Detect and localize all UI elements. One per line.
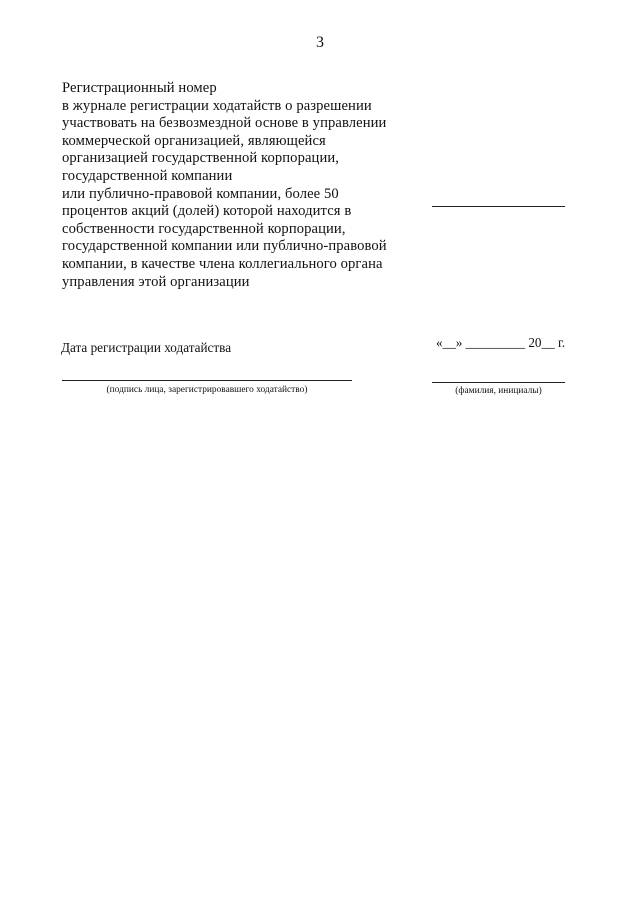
registration-text-line: компании, в качестве члена коллегиального органа (62, 255, 383, 272)
registration-text-line: организацией государственной корпорации, (62, 150, 340, 167)
page-number: 3 (316, 34, 324, 51)
registration-text-line: участвовать на безвозмездной основе в управлении (62, 115, 387, 132)
registration-text-line: управления этой организации (62, 273, 250, 290)
registration-number-label (62, 80, 422, 291)
registration-text-line: Регистрационный номер (62, 80, 217, 96)
registration-text-line: собственности государственной корпорации, (62, 220, 346, 237)
name-initials-blank-line (432, 382, 565, 383)
registration-text-line: в журнале регистрации ходатайств о разрешении (62, 97, 372, 114)
registration-text-line: государственной компании (62, 167, 233, 184)
registration-number-blank-line (432, 206, 565, 207)
name-initials-caption: (фамилия, инициалы) (455, 386, 542, 396)
registration-text-line: или публично-правовой компании, более 50 (62, 185, 339, 202)
registration-text-line: коммерческой организацией, являющейся (62, 132, 326, 149)
signature-caption: (подпись лица, зарегистрировавшего ходатайство) (106, 385, 308, 395)
registration-text-line: государственной компании или публично-правовой (62, 238, 387, 255)
registration-text-line: процентов акций (долей) которой находится в (62, 203, 352, 220)
registration-date-label: Дата регистрации ходатайства (61, 340, 232, 355)
registration-date-blank: «__» _________ 20__ г. (436, 335, 566, 350)
signature-blank-line (62, 380, 352, 381)
